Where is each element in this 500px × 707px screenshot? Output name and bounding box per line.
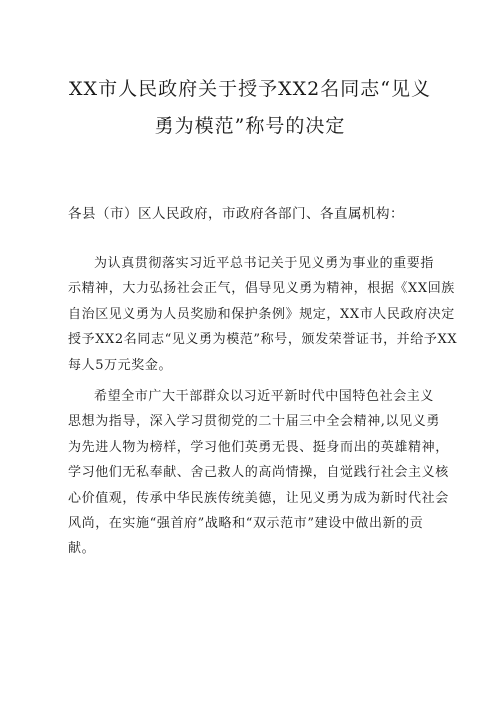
paragraph-line: 每人5万元奖金。 bbox=[68, 357, 173, 373]
paragraph-line: 心价值观，传承中华民族传统美德，让见义勇为成为新时代社会 bbox=[68, 490, 449, 506]
paragraph-line: 自治区见义勇为人员奖励和保护条例》规定，XX市人民政府决定 bbox=[68, 306, 455, 322]
paragraph-line: 思想为指导，深入学习贯彻党的二十届三中全会精神,以见义勇 bbox=[68, 414, 440, 430]
document-title-line-2: 勇为模范”称号的决定 bbox=[154, 115, 346, 137]
paragraph-line: 风尚，在实施“强首府”战略和“双示范市”建设中做出新的贡 bbox=[68, 516, 424, 532]
paragraph-line: 示精神，大力弘扬社会正气，倡导见义勇为精神，根据《XX回族 bbox=[68, 281, 455, 297]
paragraph-line: 授予XX2名同志“见义勇为模范”称号，颁发荣誉证书，并给予XX bbox=[68, 332, 458, 348]
paragraph-line: 献。 bbox=[68, 541, 96, 557]
paragraph-decision bbox=[68, 251, 458, 378]
paragraph-line: 为先进人物为榜样，学习他们英勇无畏、挺身而出的英雄精神， bbox=[68, 439, 449, 455]
paragraph-line: 希望全市广大干部群众以习近平新时代中国特色社会主义 bbox=[94, 389, 435, 404]
salutation: 各县（市）区人民政府，市政府各部门、各直属机构： bbox=[68, 206, 404, 222]
paragraph-hope bbox=[68, 384, 449, 562]
paragraph-line: 学习他们无私奉献、舍己救人的高尚情操，自觉践行社会主义核 bbox=[68, 465, 449, 481]
paragraph-line: 为认真贯彻落实习近平总书记关于见义勇为事业的重要指 bbox=[94, 256, 435, 271]
document-title-line-1: XX市人民政府关于授予XX2名同志“见义 bbox=[69, 78, 431, 100]
